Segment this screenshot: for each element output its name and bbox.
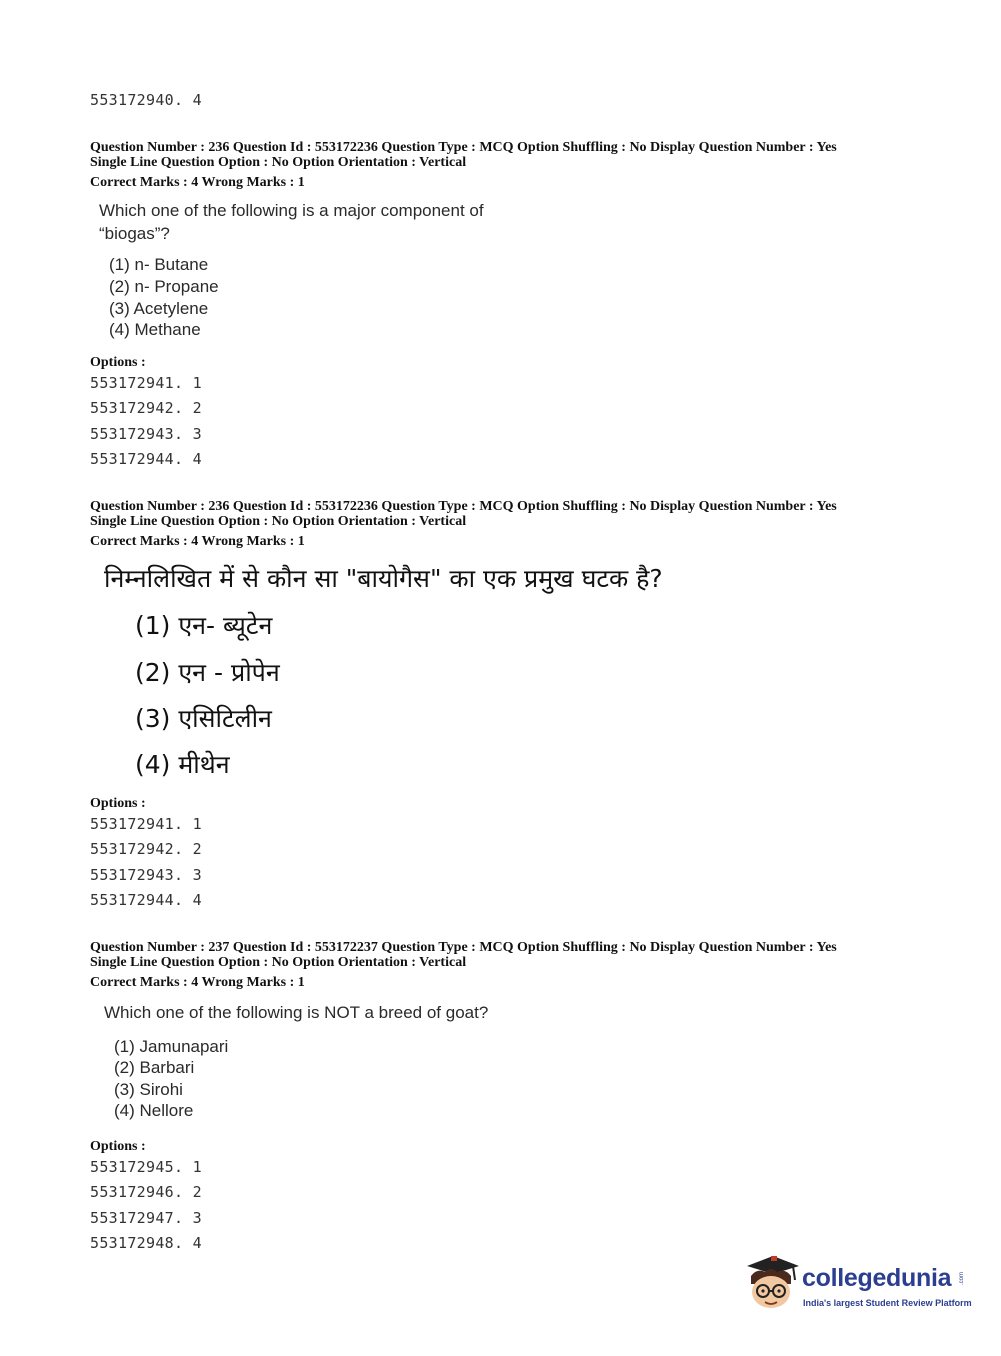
option-line: 553172947. 3 [90, 1209, 202, 1227]
choice-4: (4) Nellore [114, 1101, 194, 1120]
choice-2-hindi: (2) एन - प्रोपेन [135, 658, 280, 687]
question-meta-line-2: Single Line Question Option : No Option Orientation : Vertical [90, 955, 467, 970]
choice-2: (2) n- Propane [109, 277, 219, 296]
options-label: Options : [90, 796, 146, 811]
marks-line: Correct Marks : 4 Wrong Marks : 1 [90, 534, 305, 549]
question-meta-line-1: Question Number : 236 Question Id : 553172236 Question Type : MCQ Option Shuffling : No Display Question Number : Yes [90, 499, 837, 514]
option-line: 553172942. 2 [90, 399, 202, 417]
question-text-line-1: Which one of the following is a major component of [99, 201, 484, 220]
logo-tagline: India's largest Student Review Platform [803, 1298, 972, 1308]
option-line: 553172944. 4 [90, 450, 202, 468]
marks-line: Correct Marks : 4 Wrong Marks : 1 [90, 975, 305, 990]
option-line: 553172943. 3 [90, 866, 202, 884]
choice-3-hindi: (3) एसिटिलीन [135, 704, 272, 733]
logo-wordmark: collegedunia [802, 1264, 952, 1292]
choice-3: (3) Sirohi [114, 1080, 183, 1099]
choice-4-hindi: (4) मीथेन [135, 750, 230, 779]
option-line: 553172946. 2 [90, 1183, 202, 1201]
options-label: Options : [90, 1139, 146, 1154]
question-meta-line-1: Question Number : 237 Question Id : 553172237 Question Type : MCQ Option Shuffling : No Display Question Number : Yes [90, 940, 837, 955]
question-text-hindi: निम्नलिखित में से कौन सा "बायोगैस" का एक प्रमुख घटक है? [104, 564, 663, 593]
question-meta-line-2: Single Line Question Option : No Option Orientation : Vertical [90, 514, 467, 529]
choice-2: (2) Barbari [114, 1058, 195, 1077]
option-line: 553172941. 1 [90, 374, 202, 392]
choice-3: (3) Acetylene [109, 299, 209, 318]
option-line: 553172941. 1 [90, 815, 202, 833]
question-text: Which one of the following is NOT a breed of goat? [104, 1003, 489, 1022]
option-line: 553172944. 4 [90, 891, 202, 909]
choice-1: (1) Jamunapari [114, 1037, 229, 1056]
options-label: Options : [90, 355, 146, 370]
logo-com-suffix: .com [959, 1272, 965, 1286]
mascot-icon [741, 1250, 803, 1312]
question-text-line-2: “biogas”? [99, 224, 170, 243]
option-line: 553172942. 2 [90, 840, 202, 858]
option-line: 553172943. 3 [90, 425, 202, 443]
option-line: 553172945. 1 [90, 1158, 202, 1176]
question-meta-line-1: Question Number : 236 Question Id : 553172236 Question Type : MCQ Option Shuffling : No Display Question Number : Yes [90, 140, 837, 155]
choice-1-hindi: (1) एन- ब्यूटेन [135, 611, 273, 640]
marks-line: Correct Marks : 4 Wrong Marks : 1 [90, 175, 305, 190]
choice-1: (1) n- Butane [109, 255, 209, 274]
question-meta-line-2: Single Line Question Option : No Option Orientation : Vertical [90, 155, 467, 170]
option-line: 553172948. 4 [90, 1234, 202, 1252]
option-line: 553172940. 4 [90, 91, 202, 109]
choice-4: (4) Methane [109, 320, 201, 339]
